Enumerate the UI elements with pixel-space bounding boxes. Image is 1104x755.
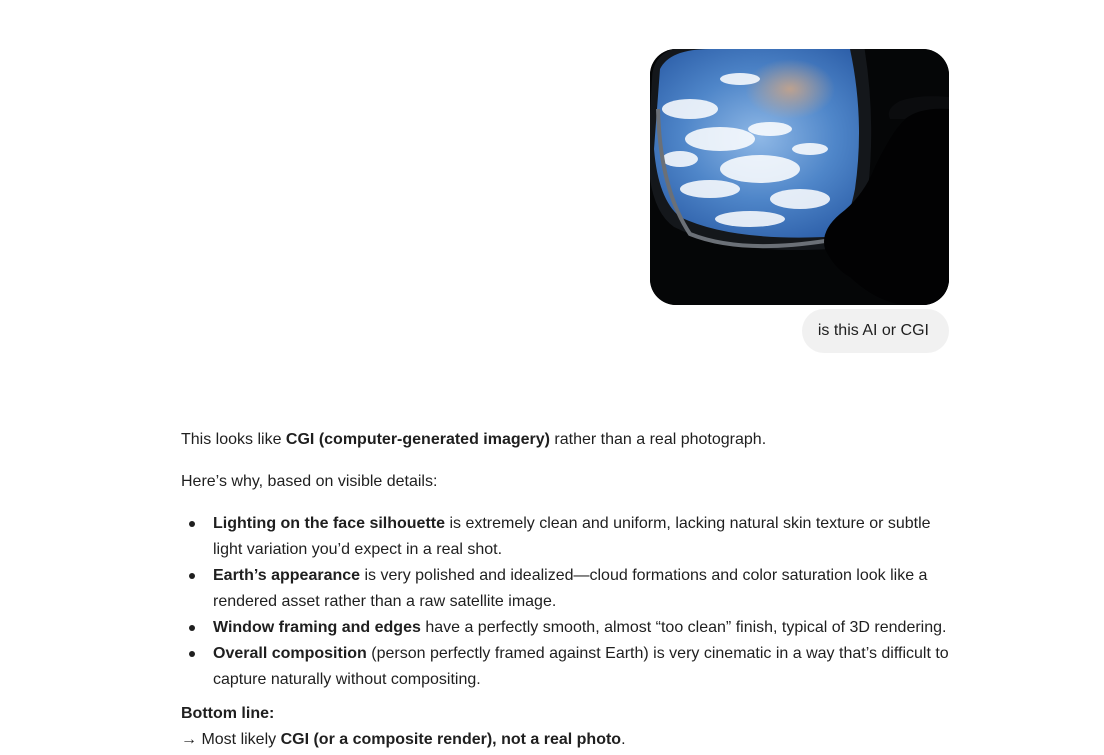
list-item-bold: Window framing and edges bbox=[213, 619, 421, 636]
list-item-text: is very polished and idealized—cloud formations and color saturation look like a rendered asset rather than a raw satellite image. bbox=[213, 567, 928, 610]
earth-window-image bbox=[650, 49, 949, 305]
user-uploaded-image[interactable] bbox=[650, 49, 949, 305]
intro-paragraph bbox=[181, 427, 951, 453]
bottom-line-heading-text: Bottom line: bbox=[181, 705, 275, 722]
list-item-bold: Lighting on the face silhouette bbox=[213, 515, 445, 532]
list-item-text: (person perfectly framed against Earth) is very cinematic in a way that’s difficult to capture naturally without compositing. bbox=[213, 645, 949, 688]
assistant-response bbox=[181, 427, 951, 753]
bottom-line-post: . bbox=[621, 731, 626, 748]
intro-text-post: rather than a real photograph. bbox=[549, 431, 767, 448]
list-item-bold: Overall composition bbox=[213, 645, 367, 662]
bottom-line-heading bbox=[181, 701, 951, 727]
bottom-line-bold: CGI (or a composite render), not a real photo bbox=[280, 731, 622, 748]
user-message-bubble bbox=[802, 309, 949, 353]
list-item-text: have a perfectly smooth, almost “too clean” finish, typical of 3D rendering. bbox=[420, 619, 947, 636]
intro-text-pre: This looks like bbox=[181, 431, 286, 448]
intro-text-bold: CGI (computer-generated imagery) bbox=[285, 431, 550, 448]
list-item-bold: Earth’s appearance bbox=[213, 567, 361, 584]
list-item bbox=[213, 563, 951, 615]
lead-paragraph: Here’s why, based on visible details: bbox=[181, 473, 438, 490]
list-item bbox=[213, 641, 951, 693]
bottom-line-paragraph bbox=[181, 727, 951, 753]
list-item bbox=[213, 615, 951, 641]
reasons-list bbox=[181, 511, 951, 693]
list-item-text: is extremely clean and uniform, lacking natural skin texture or subtle light variation you’d expect in a real shot. bbox=[213, 515, 931, 558]
user-message-text: is this AI or CGI bbox=[817, 322, 929, 339]
bottom-line-pre: → Most likely bbox=[181, 731, 281, 748]
list-item bbox=[213, 511, 951, 563]
